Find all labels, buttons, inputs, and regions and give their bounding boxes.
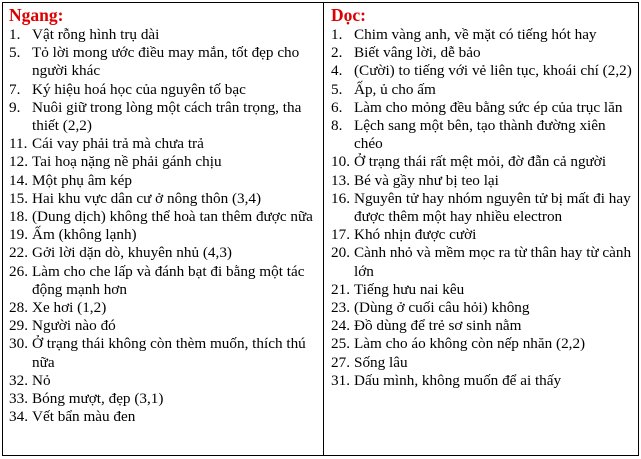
clue-text: Chim vàng anh, về mặt có tiếng hót hay [354, 26, 597, 43]
across-clue-item [9, 372, 319, 390]
clue-text: Cái vay phải trả mà chưa trả [32, 135, 204, 153]
down-clue-item [331, 153, 634, 171]
clue-number: 27. [331, 353, 350, 371]
clue-text: Nỏ [32, 371, 51, 389]
clue-number: 19. [9, 226, 28, 244]
down-clue-item [331, 354, 634, 372]
clue-number: 17. [331, 226, 350, 244]
across-clue-item [9, 317, 319, 335]
clue-text: Ký hiệu hoá học của nguyên tố bạc [32, 80, 246, 98]
across-clue-list [9, 26, 319, 426]
clue-number: 8. [331, 117, 343, 135]
across-clue-item [9, 26, 319, 44]
across-clue-item [9, 408, 319, 426]
down-clue-item [331, 244, 634, 280]
across-clue-item [9, 135, 319, 153]
clue-number: 34. [9, 408, 28, 426]
clue-number: 32. [9, 371, 28, 389]
across-clue-item [9, 208, 319, 226]
clue-text: Người nào đó [32, 317, 116, 335]
clue-number: 11. [9, 135, 28, 153]
down-column [324, 3, 638, 455]
clue-text: Làm cho áo không còn nếp nhăn (2,2) [354, 335, 586, 353]
down-clue-item [331, 81, 634, 99]
down-clue-item [331, 44, 634, 62]
clue-text: Sống lâu [354, 353, 408, 371]
across-clue-item [9, 335, 319, 371]
clue-number: 29. [9, 317, 28, 335]
across-clue-item [9, 299, 319, 317]
down-clue-list [331, 26, 634, 390]
clue-text: Xe hơi (1,2) [32, 299, 107, 317]
clue-number: 15. [9, 189, 28, 207]
clue-text: Bóng mượt, đẹp (3,1) [32, 390, 164, 408]
clue-number: 6. [331, 98, 343, 116]
clue-text: Làm cho che lấp và đánh bạt đi bằng một tác động mạnh hơn [32, 262, 305, 298]
clue-text: Ở trạng thái rất mệt mỏi, đờ đẫn cả người [354, 153, 607, 171]
across-heading: Ngang: [9, 5, 64, 25]
clue-text: Biết vâng lời, dễ bảo [354, 44, 481, 62]
clue-number: 16. [331, 189, 350, 207]
clue-text: (Dung dịch) không thể hoà tan thêm được nữa [32, 208, 313, 226]
clue-text: Hai khu vực dân cư ở nông thôn (3,4) [32, 189, 262, 207]
clue-number: 33. [9, 390, 28, 408]
clue-text: Nguyên tử hay nhóm nguyên tử bị mất đi hay được thêm một hay nhiều electron [354, 189, 631, 226]
clue-number: 4. [331, 62, 343, 80]
down-clue-item [331, 117, 634, 153]
clue-text: Một phụ âm kép [32, 171, 132, 189]
down-clue-item [331, 335, 634, 353]
clue-text: (Cười) to tiếng với vẻ liên tục, khoái chí (2,2) [354, 62, 632, 80]
across-clue-item [9, 244, 319, 262]
clue-text: Tỏ lời mong ước điều may mắn, tốt đẹp cho người khác [32, 44, 300, 80]
clue-number: 22. [9, 244, 28, 262]
clue-number: 1. [331, 26, 343, 43]
clue-text: Đồ dùng để trẻ sơ sinh nằm [354, 317, 522, 335]
clue-number: 14. [9, 171, 28, 189]
clue-text: Cành nhỏ và mềm mọc ra từ thân hay từ cành lớn [354, 244, 632, 280]
clue-number: 31. [331, 371, 350, 389]
clue-text: Vật rỗng hình trụ dài [32, 26, 160, 43]
clue-text: Làm cho mỏng đều bằng sức ép của trục lăn [354, 98, 623, 116]
clue-number: 23. [331, 299, 350, 317]
clue-text: Khó nhịn được cười [354, 226, 477, 244]
down-clue-item [331, 172, 634, 190]
clue-number: 18. [9, 208, 28, 226]
clue-text: Tiếng hưu nai kêu [354, 280, 465, 298]
down-heading: Dọc: [331, 5, 366, 25]
crossword-clues-table [2, 2, 639, 456]
clue-text: Vết bẩn màu đen [32, 408, 136, 426]
clue-number: 26. [9, 262, 28, 280]
clue-text: Nuôi giữ trong lòng một cách trân trọng, tha thiết (2,2) [32, 98, 302, 135]
clue-number: 25. [331, 335, 350, 353]
clue-number: 9. [9, 98, 21, 116]
across-clue-item [9, 226, 319, 244]
across-clue-item [9, 172, 319, 190]
clue-text: Ấp, ủ cho ấm [354, 80, 436, 98]
across-clue-item [9, 390, 319, 408]
clue-number: 20. [331, 244, 350, 262]
down-clue-item [331, 317, 634, 335]
clue-number: 12. [9, 153, 28, 171]
clue-number: 24. [331, 317, 350, 335]
down-clue-item [331, 99, 634, 117]
across-clue-item [9, 263, 319, 299]
clue-number: 2. [331, 44, 343, 62]
clue-text: (Dùng ở cuối câu hỏi) không [354, 299, 530, 317]
clue-number: 13. [331, 171, 350, 189]
clue-number: 28. [9, 299, 28, 317]
clue-text: Ở trạng thái không còn thèm muốn, thích thú nữa [32, 335, 306, 371]
across-column [3, 3, 324, 455]
clue-number: 10. [331, 153, 350, 171]
across-clue-item [9, 99, 319, 135]
clue-number: 5. [331, 80, 343, 98]
clue-number: 30. [9, 335, 28, 353]
clue-text: Tai hoạ nặng nề phải gánh chịu [32, 153, 222, 171]
clue-text: Gởi lời dặn dò, khuyên nhủ (4,3) [32, 244, 232, 262]
down-clue-item [331, 190, 634, 226]
clue-text: Bé và gầy như bị teo lại [354, 171, 499, 189]
down-clue-item [331, 299, 634, 317]
clue-text: Lệch sang một bên, tạo thành đường xiên chéo [354, 117, 606, 153]
clue-number: 1. [9, 26, 21, 43]
clue-text: Dấu mình, không muốn để ai thấy [354, 371, 562, 389]
down-clue-item [331, 281, 634, 299]
down-clue-item [331, 26, 634, 44]
clue-text: Ấm (không lạnh) [32, 226, 137, 244]
across-clue-item [9, 44, 319, 80]
down-clue-item [331, 62, 634, 80]
across-clue-item [9, 153, 319, 171]
clue-number: 5. [9, 44, 21, 62]
down-clue-item [331, 372, 634, 390]
across-clue-item [9, 190, 319, 208]
clue-number: 7. [9, 80, 21, 98]
clue-number: 21. [331, 280, 350, 298]
across-clue-item [9, 81, 319, 99]
down-clue-item [331, 226, 634, 244]
